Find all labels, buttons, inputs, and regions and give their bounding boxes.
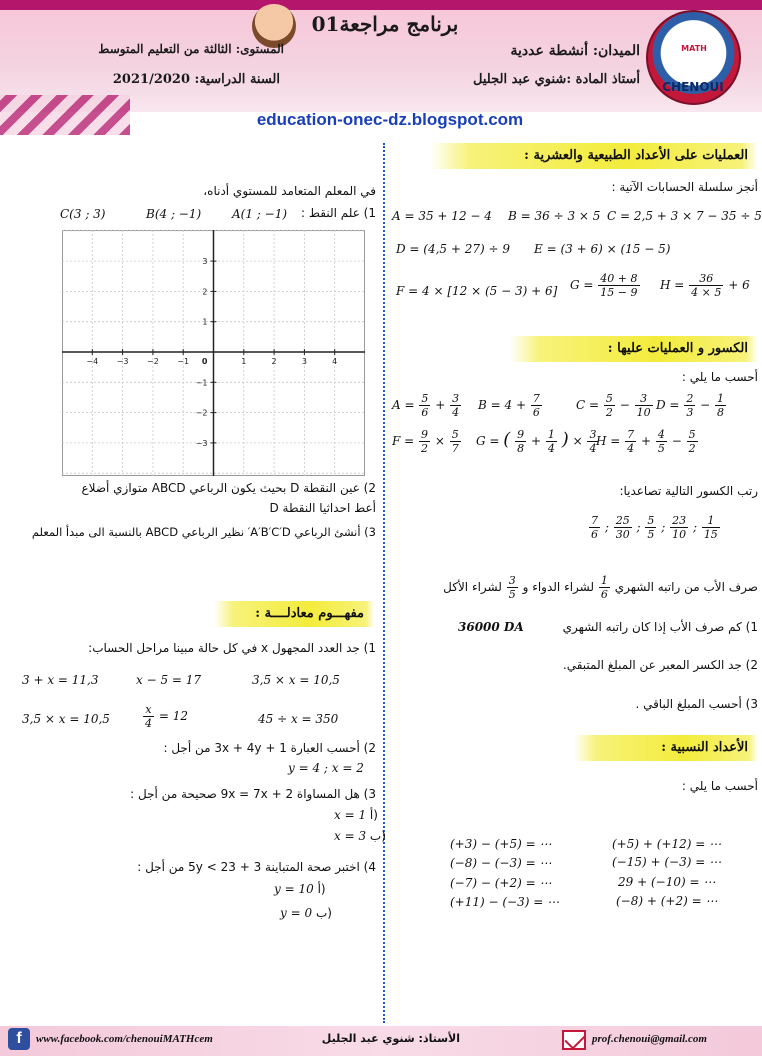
- footer-teacher: الأستاذ: شنوي عبد الجليل: [321, 1032, 460, 1045]
- frac-expr-A: [392, 392, 462, 419]
- frac-H-2-num: 4: [657, 428, 665, 441]
- expr-H-label: H =: [660, 278, 685, 292]
- y-tick-label: −3: [195, 438, 208, 448]
- frac-F-2-num: 5: [451, 428, 459, 441]
- x-tick-label: 1: [241, 357, 247, 366]
- order-frac-5-num: 1: [702, 514, 720, 528]
- frac-D-2-num: 1: [717, 392, 725, 405]
- frac-D-1-num: 2: [686, 392, 694, 405]
- facebook-link[interactable]: www.facebook.com/chenouiMATHcem: [36, 1033, 213, 1045]
- geo-intro: في المعلم المتعامد للمستوي أدناه،: [203, 184, 376, 198]
- eq-q4-a-label: أ): [317, 882, 326, 896]
- expr-A: A = 35 + 12 − 4: [392, 209, 492, 223]
- rational-op-r4: (−8) + (+2) = ⋯: [616, 894, 718, 908]
- eq-q4: 4) اختبر صحة المتباينة 3 + 5y < 23 من أجل :: [137, 860, 376, 874]
- frac-D-2: [715, 392, 726, 419]
- eq-q4-b-label: ب): [315, 906, 332, 920]
- frac-H-1-den: 4: [627, 442, 635, 455]
- eq-q3-a-label: أ): [369, 808, 378, 822]
- eq-5-den: 4: [145, 717, 152, 730]
- order-fractions: [588, 514, 721, 541]
- order-frac-4-den: 10: [672, 528, 687, 541]
- frac-G-1: [515, 428, 526, 455]
- frac-D-op: −: [700, 398, 711, 412]
- expr-H-fraction: [689, 272, 723, 299]
- logo-text: CHENOUI: [662, 80, 724, 94]
- frac-expr-H: [596, 428, 699, 455]
- frac-A-op: +: [435, 398, 446, 412]
- geo-q1: 1) علم النقط :: [301, 206, 376, 220]
- frac-H-op2: −: [671, 434, 682, 448]
- page-footer: [0, 1022, 762, 1058]
- eq-6: 45 ÷ x = 350: [258, 712, 339, 726]
- expr-G-fraction: [598, 272, 639, 299]
- rational-op-l4: (+11) − (−3) = ⋯: [450, 895, 560, 909]
- frac-D-1: [684, 392, 695, 419]
- frac-B-1: [531, 392, 542, 419]
- s1-intro: أنجز سلسلة الحسابات الآتية :: [611, 180, 758, 194]
- rational-op-r3: 29 + (−10) = ⋯: [618, 875, 716, 889]
- blog-url[interactable]: education-onec-dz.blogspot.com: [256, 110, 524, 129]
- eq-4: 3,5 × x = 10,5: [22, 712, 110, 726]
- frac-C-2-num: 3: [635, 392, 653, 406]
- frac-G-1-den: 8: [517, 442, 525, 455]
- order-frac-3-den: 5: [647, 528, 655, 541]
- section-heading-rational: الأعداد النسبية :: [574, 735, 758, 761]
- frac-G-3-num: 3: [589, 428, 597, 441]
- header-stripe: [0, 0, 762, 10]
- year-label: السنة الدراسية: 2021/2020: [112, 72, 280, 87]
- level-label: المستوى: الثالثة من التعليم المتوسط: [98, 42, 284, 56]
- coordinate-grid[interactable]: [62, 230, 365, 476]
- frac-B-1-den: 6: [532, 406, 540, 419]
- frac-A-2: [450, 392, 461, 419]
- geo-q3: 3) أنشئ الرباعي A′B′C′D′ نظير الرباعي ABCD بالنسبة الى مبدأ المعلم: [31, 525, 376, 539]
- frac-F-1: [419, 428, 430, 455]
- point-B: B(4 ; −1): [146, 207, 202, 221]
- problem-q2: 2) جد الكسر المعبر عن المبلغ المتبقي.: [562, 658, 758, 672]
- frac-H-3: [687, 428, 698, 455]
- eq-q4-b: [280, 906, 332, 920]
- eq-q3-b-value: x = 3: [334, 829, 367, 843]
- frac-G-open: (: [503, 429, 511, 450]
- y-tick-label: 1: [202, 317, 208, 327]
- expr-E: E = (3 + 6) × (15 − 5): [534, 242, 671, 256]
- frac-G-2-num: 1: [547, 428, 555, 441]
- facebook-icon: f: [8, 1028, 30, 1050]
- expr-D: D = (4,5 + 27) ÷ 9: [396, 242, 511, 256]
- eq-1: 3 + x = 11,3: [22, 673, 99, 687]
- expr-G-den: 15 − 9: [600, 286, 638, 299]
- frac-B-1-num: 7: [532, 392, 540, 405]
- frac-C-op: −: [619, 398, 630, 412]
- problem-frac-1-num: 1: [600, 574, 608, 587]
- email-link[interactable]: prof.chenoui@gmail.com: [592, 1033, 707, 1045]
- expr-G-label: G =: [570, 278, 594, 292]
- order-frac-4: [670, 514, 688, 541]
- frac-F-2-den: 7: [451, 442, 459, 455]
- x-tick-label: −1: [177, 357, 190, 366]
- frac-H-3-den: 2: [688, 442, 696, 455]
- section-heading-natural-decimal: العمليات على الأعداد الطبيعية والعشرية :: [430, 143, 758, 169]
- eq-5-fraction: [143, 703, 154, 730]
- eq-q4-b-value: y = 0: [280, 906, 313, 920]
- frac-C-2: [635, 392, 653, 419]
- teacher-label: أستاذ المادة :شنوي عبد الجليل: [473, 72, 640, 87]
- order-sep-1: ;: [604, 520, 609, 534]
- rational-op-l2: (−8) − (−3) = ⋯: [450, 856, 552, 870]
- frac-A-1-num: 5: [421, 392, 429, 405]
- s3-intro: أحسب ما يلي :: [681, 779, 758, 793]
- grid-axes: [62, 230, 365, 476]
- frac-G-3-den: 4: [589, 442, 597, 455]
- expr-H: [660, 272, 750, 299]
- point-C: C(3 ; 3): [60, 207, 106, 221]
- y-tick-label: 2: [202, 287, 208, 297]
- frac-G-op2: ×: [572, 434, 583, 448]
- expr-H-num: 36: [689, 272, 723, 286]
- frac-expr-C: [576, 392, 654, 419]
- expr-H-den: 4 × 5: [691, 286, 722, 299]
- frac-H-2-den: 5: [657, 442, 665, 455]
- logo-math-text: MATH: [681, 44, 707, 53]
- order-frac-4-num: 23: [672, 514, 687, 527]
- x-tick-label: −4: [86, 357, 99, 366]
- order-intro: رتب الكسور التالية تصاعديا:: [619, 484, 758, 498]
- geo-q2b: أعط احداثيا النقطة D: [269, 501, 376, 515]
- problem-frac-2-den: 5: [508, 588, 516, 601]
- frac-C-2-den: 10: [636, 406, 651, 419]
- eq-5-num: x: [143, 703, 154, 717]
- eq-q2: 2) أحسب العبارة 3x + 4y + 1 من أجل :: [163, 741, 376, 755]
- frac-expr-D: [656, 392, 727, 419]
- frac-expr-A-label: A =: [392, 398, 415, 412]
- order-frac-1-den: 6: [591, 528, 598, 541]
- eq-q3-b-label: ب): [369, 829, 386, 843]
- eq-q3-b: [334, 829, 386, 843]
- frac-A-2-den: 4: [452, 406, 460, 419]
- x-tick-label: 2: [271, 357, 277, 366]
- frac-C-1: [604, 392, 615, 419]
- frac-A-1: [419, 392, 430, 419]
- eq-q1: 1) جد العدد المجهول x في كل حالة مبينا مراحل الحساب:: [88, 641, 376, 655]
- eq-q3-a-value: x = 1: [334, 808, 367, 822]
- frac-expr-C-label: C =: [576, 398, 600, 412]
- frac-F-1-num: 9: [421, 428, 429, 441]
- rational-op-r1: (+5) + (+12) = ⋯: [612, 837, 722, 851]
- order-frac-1-num: 7: [591, 514, 598, 527]
- order-frac-5-den: 15: [703, 528, 718, 541]
- problem-frac-1: [599, 574, 610, 601]
- frac-G-2-den: 4: [547, 442, 555, 455]
- point-A: A(1 ; −1): [232, 207, 288, 221]
- frac-H-2: [656, 428, 667, 455]
- frac-G-2: [546, 428, 557, 455]
- frac-expr-G: [476, 428, 599, 455]
- frac-expr-B: [478, 392, 543, 419]
- problem-q1: 1) كم صرف الأب إذا كان راتبه الشهري: [562, 620, 758, 634]
- problem-q1-value: 36000 DA: [458, 620, 524, 634]
- frac-expr-B-label: B = 4 +: [478, 398, 527, 412]
- order-sep-3: ;: [661, 520, 666, 534]
- expr-B: B = 36 ÷ 3 × 5: [508, 209, 601, 223]
- problem-frac-2-num: 3: [508, 574, 516, 587]
- frac-H-op: +: [641, 434, 652, 448]
- rational-op-r2: (−15) + (−3) = ⋯: [612, 855, 722, 869]
- frac-H-3-num: 5: [688, 428, 696, 441]
- section-heading-fractions: الكسور و العمليات عليها :: [510, 336, 758, 362]
- expr-G: [570, 272, 641, 299]
- frac-expr-G-label: G =: [476, 434, 500, 448]
- problem-frac-2: [507, 574, 518, 601]
- frac-expr-D-label: D =: [656, 398, 680, 412]
- problem-text-c: لشراء الأكل: [443, 580, 502, 594]
- eq-q3: 3) هل المساواة 9x = 7x + 2 صحيحة من أجل :: [130, 787, 376, 801]
- frac-D-1-den: 3: [686, 406, 694, 419]
- eq-5-tail: = 12: [158, 709, 188, 723]
- frac-F-2: [450, 428, 461, 455]
- s2-intro: أحسب ما يلي :: [681, 370, 758, 384]
- y-tick-label: −1: [195, 378, 208, 388]
- rational-op-l3: (−7) − (+2) = ⋯: [450, 876, 552, 890]
- order-frac-1: [589, 514, 600, 541]
- eq-q2-values: y = 4 ; x = 2: [288, 761, 364, 775]
- expr-G-num: 40 + 8: [600, 272, 638, 285]
- x-tick-label: 3: [301, 357, 307, 366]
- frac-A-2-num: 3: [452, 392, 460, 405]
- frac-expr-F-label: F =: [392, 434, 415, 448]
- origin-label: 0: [201, 357, 208, 366]
- eq-q4-a: [274, 882, 326, 896]
- expr-F: F = 4 × [12 × (5 − 3) + 6]: [396, 284, 558, 298]
- frac-H-1-num: 7: [627, 428, 635, 441]
- eq-3: 3,5 × x = 10,5: [252, 673, 340, 687]
- eq-q4-a-value: y = 10: [274, 882, 314, 896]
- order-frac-2-den: 30: [615, 528, 630, 541]
- page-header: [0, 0, 762, 135]
- header-decoration: [0, 95, 130, 135]
- eq-5: [142, 703, 188, 730]
- problem-frac-1-den: 6: [600, 588, 608, 601]
- frac-expr-F: [392, 428, 462, 455]
- frac-A-1-den: 6: [421, 406, 429, 419]
- section-heading-equation: مفهـــوم معادلــــة :: [214, 601, 374, 627]
- frac-D-2-den: 8: [717, 406, 725, 419]
- x-tick-label: −2: [147, 357, 159, 366]
- expr-C: C = 2,5 + 3 × 7 − 35 ÷ 5: [607, 209, 762, 223]
- eq-q3-a: [334, 808, 378, 822]
- frac-F-op: ×: [434, 434, 445, 448]
- y-tick-label: 3: [202, 257, 208, 267]
- order-sep-4: ;: [692, 520, 697, 534]
- frac-G-op: +: [530, 434, 542, 448]
- problem-text-b: لشراء الدواء و: [522, 580, 595, 594]
- father-problem: [400, 574, 758, 601]
- x-tick-label: −3: [116, 357, 129, 366]
- order-frac-5: [702, 514, 720, 541]
- expr-H-tail: + 6: [728, 278, 750, 292]
- frac-G-1-num: 9: [517, 428, 525, 441]
- problem-text-a: صرف الأب من راتبه الشهري: [614, 580, 758, 594]
- frac-F-1-den: 2: [421, 442, 429, 455]
- gmail-icon: [562, 1030, 586, 1050]
- program-title: برنامج مراجعة01: [311, 12, 459, 36]
- rational-op-l1: (+3) − (+5) = ⋯: [450, 837, 552, 851]
- order-frac-3: [645, 514, 656, 541]
- order-frac-2: [614, 514, 632, 541]
- frac-C-1-den: 2: [605, 406, 613, 419]
- order-frac-2-num: 25: [615, 514, 630, 527]
- eq-2: x − 5 = 17: [136, 673, 202, 687]
- column-divider: [383, 143, 385, 1023]
- y-tick-label: −2: [195, 408, 208, 418]
- order-sep-2: ;: [636, 520, 641, 534]
- frac-H-1: [625, 428, 636, 455]
- frac-C-1-num: 5: [605, 392, 613, 405]
- x-tick-label: 4: [332, 357, 338, 366]
- frac-expr-H-label: H =: [596, 434, 621, 448]
- problem-q3: 3) أحسب المبلغ الباقي .: [635, 697, 758, 711]
- geo-q2a: 2) عين النقطة D بحيث يكون الرباعي ABCD متوازي أضلاع: [81, 481, 376, 495]
- field-label: الميدان: أنشطة عددية: [510, 43, 640, 59]
- frac-G-close: ): [561, 429, 569, 450]
- order-frac-3-num: 5: [647, 514, 655, 527]
